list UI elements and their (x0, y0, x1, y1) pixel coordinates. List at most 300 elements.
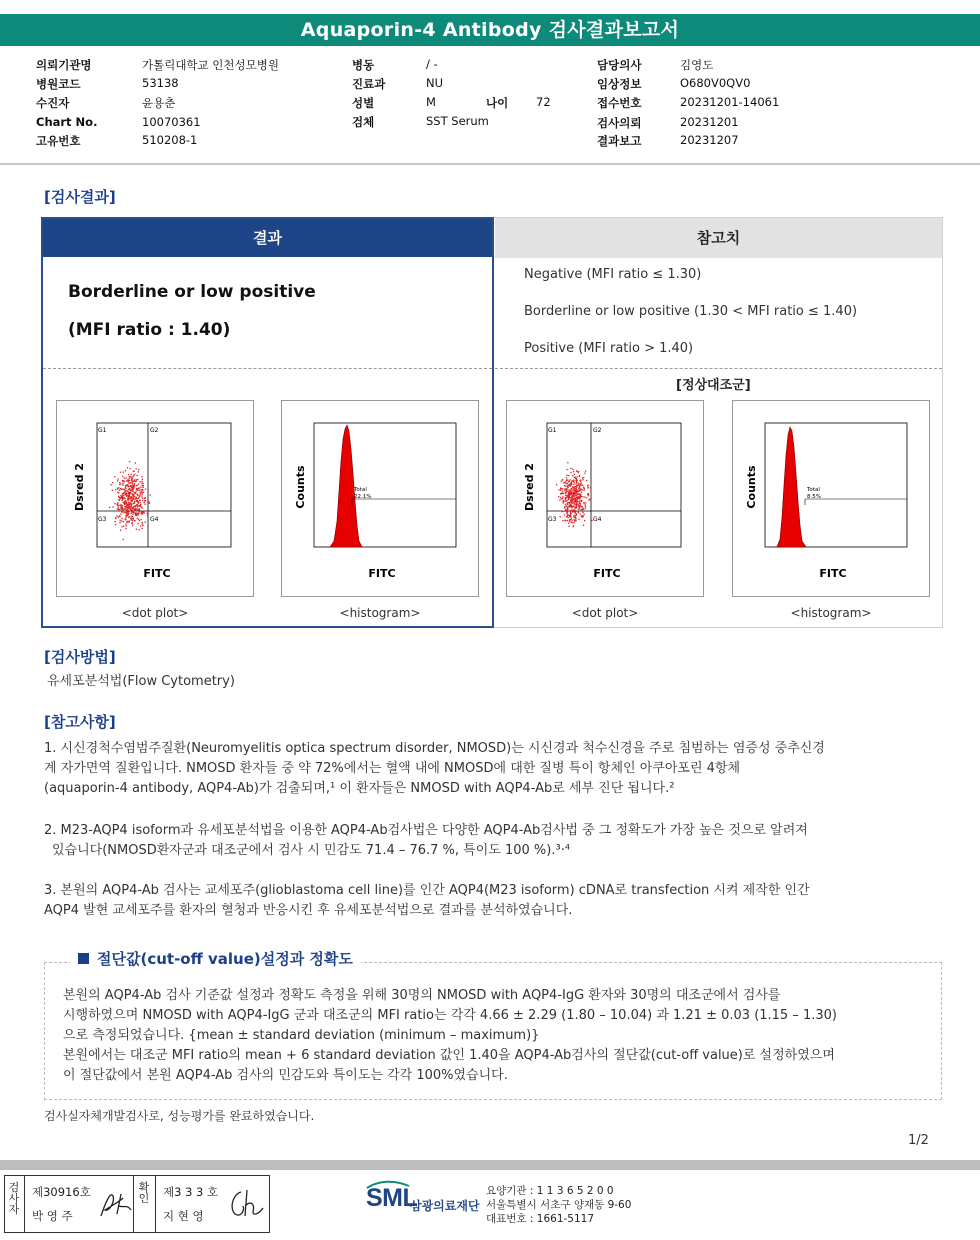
scatter-point (576, 470, 577, 471)
scatter-point (570, 468, 571, 469)
scatter-point (122, 511, 123, 512)
scatter-point (133, 506, 134, 507)
scatter-point (572, 511, 573, 512)
scatter-point (126, 514, 127, 515)
scatter-point (142, 524, 143, 525)
clinical-label: 임상정보 (597, 77, 642, 91)
scatter-point (119, 516, 120, 517)
counts-axis-label: Counts (745, 465, 758, 509)
scatter-point (565, 504, 566, 505)
patient-histogram-peak (322, 425, 362, 547)
fitc-axis-label: FITC (593, 567, 621, 580)
scatter-point (583, 525, 584, 526)
receipt-label: 접수번호 (597, 96, 642, 110)
scatter-point (136, 494, 137, 495)
control-histogram-peak (769, 427, 806, 547)
scatter-point (138, 519, 139, 520)
scatter-point (568, 523, 569, 524)
scatter-point (580, 481, 581, 482)
scatter-point (587, 487, 588, 488)
scatter-point (136, 475, 137, 476)
scatter-point (569, 484, 570, 485)
sml-logo: SML (366, 1184, 418, 1212)
scatter-point (120, 497, 121, 498)
scatter-point (145, 500, 146, 501)
scatter-point (572, 469, 573, 470)
page-number: 1/2 (908, 1133, 929, 1148)
scatter-point (119, 490, 120, 491)
receipt-value: 20231201-14061 (680, 95, 780, 109)
scatter-point (137, 518, 138, 519)
scatter-point (126, 480, 127, 481)
scatter-point (558, 496, 559, 497)
result-line2: (MFI ratio : 1.40) (68, 320, 231, 340)
scatter-point (133, 475, 134, 476)
scatter-point (114, 476, 115, 477)
scatter-point (139, 511, 140, 512)
scatter-point (584, 497, 585, 498)
scatter-point (136, 498, 137, 499)
scatter-point (143, 485, 144, 486)
phone: 대표번호 : 1661-5117 (486, 1213, 595, 1225)
scatter-point (126, 495, 127, 496)
scatter-point (125, 485, 126, 486)
scatter-point (141, 496, 142, 497)
scatter-point (123, 525, 124, 526)
scatter-point (123, 472, 124, 473)
scatter-point (568, 489, 569, 490)
scatter-point (118, 487, 119, 488)
scatter-point (119, 500, 120, 501)
scatter-point (131, 500, 132, 501)
result-header: 결과 (43, 219, 492, 257)
scatter-point (571, 481, 572, 482)
scatter-point (124, 488, 125, 489)
scatter-point (117, 480, 118, 481)
scatter-point (133, 486, 134, 487)
scatter-point (574, 507, 575, 508)
confirm-name: 지 현 영 (163, 1209, 204, 1223)
scatter-point (118, 516, 119, 517)
scatter-point (135, 462, 136, 463)
scatter-point (562, 491, 563, 492)
logo-swoosh-icon (365, 1180, 411, 1190)
fitc-axis-label: FITC (143, 567, 171, 580)
patient-dot-plot (56, 400, 254, 597)
dept-label: 진료과 (352, 77, 386, 91)
scatter-point (121, 489, 122, 490)
scatter-point (577, 485, 578, 486)
cutoff-line: 이 절단값에서 본원 AQP4-Ab 검사의 민감도와 특이도는 각각 100%였습니다. (63, 1068, 508, 1083)
scatter-point (133, 512, 134, 513)
scatter-point (123, 512, 124, 513)
scatter-point (121, 507, 122, 508)
cutoff-line: 시행하였으며 NMOSD with AQP4-IgG 군과 대조군의 MFI ratio는 각각 4.66 ± 2.29 (1.80 – 10.04) 과 1.21 ± 0.03 (1.15 – 1.30) (63, 1008, 837, 1023)
scatter-point (576, 487, 577, 488)
scatter-point (131, 504, 132, 505)
control-hist-total-label: Total (807, 487, 820, 493)
scatter-point (578, 512, 579, 513)
scatter-point (575, 520, 576, 521)
scatter-point (576, 489, 577, 490)
cutoff-text (63, 986, 938, 1086)
scatter-point (127, 503, 128, 504)
scatter-point (121, 506, 122, 507)
scatter-point (127, 510, 128, 511)
scatter-point (571, 507, 572, 508)
scatter-point (578, 483, 579, 484)
control-dot-caption: <dot plot> (571, 606, 639, 620)
scatter-point (562, 498, 563, 499)
scatter-point (582, 496, 583, 497)
scatter-point (568, 475, 569, 476)
dsred-axis-label: Dsred 2 (523, 463, 536, 511)
scatter-point (123, 493, 124, 494)
patient-histogram-svg (282, 401, 478, 596)
scatter-point (582, 489, 583, 490)
scatter-point (567, 514, 568, 515)
scatter-point (117, 505, 118, 506)
scatter-point (118, 507, 119, 508)
confirm-label: 확인 (138, 1181, 150, 1205)
scatter-point (580, 495, 581, 496)
signature-box (4, 1175, 270, 1233)
scatter-point (567, 510, 568, 511)
scatter-point (569, 495, 570, 496)
scatter-point (125, 528, 126, 529)
scatter-point (120, 472, 121, 473)
scatter-point (137, 506, 138, 507)
patient-dot-plot-svg (57, 401, 253, 596)
scatter-point (571, 501, 572, 502)
scatter-point (117, 508, 118, 509)
scatter-point (575, 519, 576, 520)
unique-label: 고유번호 (36, 134, 81, 148)
scatter-point (566, 477, 567, 478)
scatter-point (578, 501, 579, 502)
scatter-point (142, 494, 143, 495)
scatter-point (140, 492, 141, 493)
scatter-point (126, 478, 127, 479)
scatter-point (574, 474, 575, 475)
scatter-point (576, 495, 577, 496)
scatter-point (125, 503, 126, 504)
scatter-point (124, 477, 125, 478)
scatter-point (564, 520, 565, 521)
scatter-point (126, 525, 127, 526)
scatter-point (585, 506, 586, 507)
scatter-point (560, 490, 561, 491)
scatter-point (571, 482, 572, 483)
scatter-point (134, 496, 135, 497)
scatter-point (126, 505, 127, 506)
control-dot-plot-svg (507, 401, 703, 596)
scatter-point (126, 517, 127, 518)
scatter-point (132, 514, 133, 515)
note-2 (44, 821, 949, 861)
scatter-point (562, 520, 563, 521)
scatter-point (133, 491, 134, 492)
scatter-point (112, 506, 113, 507)
scatter-point (569, 494, 570, 495)
doctor-value: 김영도 (680, 58, 714, 72)
scatter-point (150, 495, 151, 496)
scatter-point (139, 500, 140, 501)
fitc-axis-label: FITC (368, 567, 396, 580)
note-1 (44, 739, 944, 799)
scatter-point (132, 483, 133, 484)
scatter-point (122, 495, 123, 496)
scatter-point (129, 461, 130, 462)
sex-label: 성별 (352, 96, 375, 110)
confirm-signature-icon (225, 1186, 265, 1222)
tester-id: 제30916호 (32, 1185, 91, 1199)
scatter-point (576, 483, 577, 484)
scatter-point (118, 496, 119, 497)
scatter-point (124, 504, 125, 505)
scatter-point (138, 469, 139, 470)
scatter-point (584, 520, 585, 521)
scatter-point (119, 509, 120, 510)
scatter-point (140, 481, 141, 482)
scatter-point (575, 478, 576, 479)
scatter-point (577, 504, 578, 505)
scatter-point (109, 507, 110, 508)
scatter-point (576, 501, 577, 502)
scatter-point (576, 490, 577, 491)
scatter-point (128, 486, 129, 487)
scatter-point (569, 519, 570, 520)
scatter-point (562, 511, 563, 512)
scatter-point (133, 497, 134, 498)
scatter-point (558, 489, 559, 490)
scatter-point (569, 515, 570, 516)
scatter-point (131, 498, 132, 499)
scatter-point (147, 515, 148, 516)
scatter-point (560, 493, 561, 494)
scatter-point (572, 475, 573, 476)
reference-divider (495, 368, 942, 369)
control-scatter-points (556, 462, 593, 527)
scatter-point (132, 525, 133, 526)
scatter-point (138, 471, 139, 472)
ward-label: 병동 (352, 58, 375, 72)
scatter-point (578, 519, 579, 520)
scatter-point (143, 492, 144, 493)
scatter-point (140, 525, 141, 526)
scatter-point (564, 506, 565, 507)
scatter-point (138, 529, 139, 530)
scatter-point (125, 502, 126, 503)
scatter-point (142, 528, 143, 529)
scatter-point (124, 501, 125, 502)
scatter-point (134, 499, 135, 500)
scatter-point (138, 514, 139, 515)
scatter-point (127, 515, 128, 516)
scatter-point (565, 489, 566, 490)
scatter-point (135, 499, 136, 500)
patient-scatter-points (109, 461, 151, 540)
patient-histogram (281, 400, 479, 597)
scatter-point (139, 520, 140, 521)
scatter-point (122, 483, 123, 484)
scatter-point (564, 511, 565, 512)
scatter-point (565, 509, 566, 510)
scatter-point (580, 513, 581, 514)
scatter-point (125, 487, 126, 488)
scatter-point (587, 485, 588, 486)
cutoff-heading: 절단값(cut-off value)설정과 정확도 (97, 950, 353, 968)
scatter-point (572, 522, 573, 523)
scatter-point (582, 477, 583, 478)
scatter-point (115, 489, 116, 490)
scatter-point (128, 480, 129, 481)
scatter-point (132, 481, 133, 482)
control-dot-plot (506, 400, 704, 597)
scatter-point (129, 496, 130, 497)
q1-label: G1 (98, 427, 107, 434)
scatter-point (112, 490, 113, 491)
scatter-point (577, 497, 578, 498)
scatter-point (561, 481, 562, 482)
scatter-point (575, 511, 576, 512)
scatter-point (568, 498, 569, 499)
scatter-point (566, 475, 567, 476)
scatter-point (120, 514, 121, 515)
scatter-point (574, 515, 575, 516)
cutoff-heading-wrap (70, 948, 361, 969)
scatter-point (143, 487, 144, 488)
scatter-point (117, 492, 118, 493)
scatter-point (556, 484, 557, 485)
report-date-label: 결과보고 (597, 134, 642, 148)
scatter-point (135, 513, 136, 514)
scatter-point (584, 514, 585, 515)
scatter-point (122, 509, 123, 510)
scatter-point (579, 507, 580, 508)
scatter-point (586, 497, 587, 498)
q3-label: G3 (98, 516, 107, 523)
scatter-point (141, 519, 142, 520)
scatter-point (140, 489, 141, 490)
scatter-point (117, 502, 118, 503)
scatter-point (568, 481, 569, 482)
scatter-point (124, 481, 125, 482)
scatter-point (585, 502, 586, 503)
scatter-point (117, 504, 118, 505)
request-label: 검사의뢰 (597, 116, 642, 130)
scatter-point (139, 496, 140, 497)
scatter-point (135, 496, 136, 497)
scatter-point (130, 492, 131, 493)
scatter-point (129, 498, 130, 499)
scatter-point (133, 471, 134, 472)
result-divider (43, 368, 492, 369)
scatter-point (570, 490, 571, 491)
scatter-point (134, 509, 135, 510)
contact-info (486, 1184, 631, 1226)
scatter-point (121, 526, 122, 527)
patient-label: 수진자 (36, 96, 70, 110)
scatter-point (562, 500, 563, 501)
scatter-point (137, 488, 138, 489)
scatter-point (138, 513, 139, 514)
scatter-point (125, 490, 126, 491)
org-name: 삼광의료재단 (410, 1199, 480, 1213)
scatter-point (571, 484, 572, 485)
q2-label: G2 (150, 427, 159, 434)
patient-dot-caption: <dot plot> (121, 606, 189, 620)
scatter-point (138, 502, 139, 503)
scatter-point (122, 481, 123, 482)
scatter-point (112, 482, 113, 483)
scatter-point (134, 474, 135, 475)
scatter-point (570, 505, 571, 506)
scatter-point (128, 474, 129, 475)
cutoff-line: 으로 측정되었습니다. {mean ± standard deviation (minimum – maximum)} (63, 1028, 540, 1043)
scatter-point (134, 502, 135, 503)
scatter-point (574, 482, 575, 483)
scatter-point (567, 503, 568, 504)
report-date-value: 20231207 (680, 133, 739, 147)
notes-heading: [참고사항] (44, 713, 116, 731)
scatter-point (128, 502, 129, 503)
scatter-point (121, 498, 122, 499)
scatter-point (132, 477, 133, 478)
scatter-point (573, 484, 574, 485)
dept-value: NU (426, 76, 444, 90)
scatter-point (131, 479, 132, 480)
scatter-point (130, 482, 131, 483)
scatter-point (581, 500, 582, 501)
scatter-point (566, 479, 567, 480)
scatter-point (135, 506, 136, 507)
scatter-point (127, 491, 128, 492)
scatter-point (570, 513, 571, 514)
scatter-point (579, 475, 580, 476)
scatter-point (142, 500, 143, 501)
scatter-point (136, 501, 137, 502)
note-1-line: 1. 시신경척수염범주질환(Neuromyelitis optica spectrum disorder, NMOSD)는 시신경과 척수신경을 주로 침범하는 염증성 중추신경 (44, 741, 825, 756)
report-title: Aquaporin-4 Antibody 검사결과보고서 (0, 14, 980, 46)
scatter-point (573, 505, 574, 506)
confirm-id: 제3 3 3 호 (163, 1185, 219, 1199)
control-histogram-svg (733, 401, 929, 596)
specimen-value: SST Serum (426, 114, 489, 128)
scatter-point (137, 513, 138, 514)
tester-name: 박 영 주 (32, 1209, 73, 1223)
patient-hist-total-label: Total (354, 487, 367, 493)
scatter-point (572, 497, 573, 498)
scatter-point (584, 489, 585, 490)
scatter-point (570, 510, 571, 511)
scatter-point (565, 495, 566, 496)
scatter-point (567, 508, 568, 509)
scatter-point (572, 493, 573, 494)
scatter-point (576, 480, 577, 481)
ref-borderline: Borderline or low positive (1.30 < MFI ratio ≤ 1.40) (524, 304, 858, 319)
scatter-point (142, 513, 143, 514)
scatter-point (564, 514, 565, 515)
scatter-point (570, 512, 571, 513)
control-hist-total-value: 8.5% (807, 494, 821, 500)
scatter-point (138, 498, 139, 499)
scatter-point (578, 493, 579, 494)
q4-label: G4 (150, 516, 159, 523)
scatter-point (142, 492, 143, 493)
scatter-point (115, 517, 116, 518)
scatter-point (585, 470, 586, 471)
